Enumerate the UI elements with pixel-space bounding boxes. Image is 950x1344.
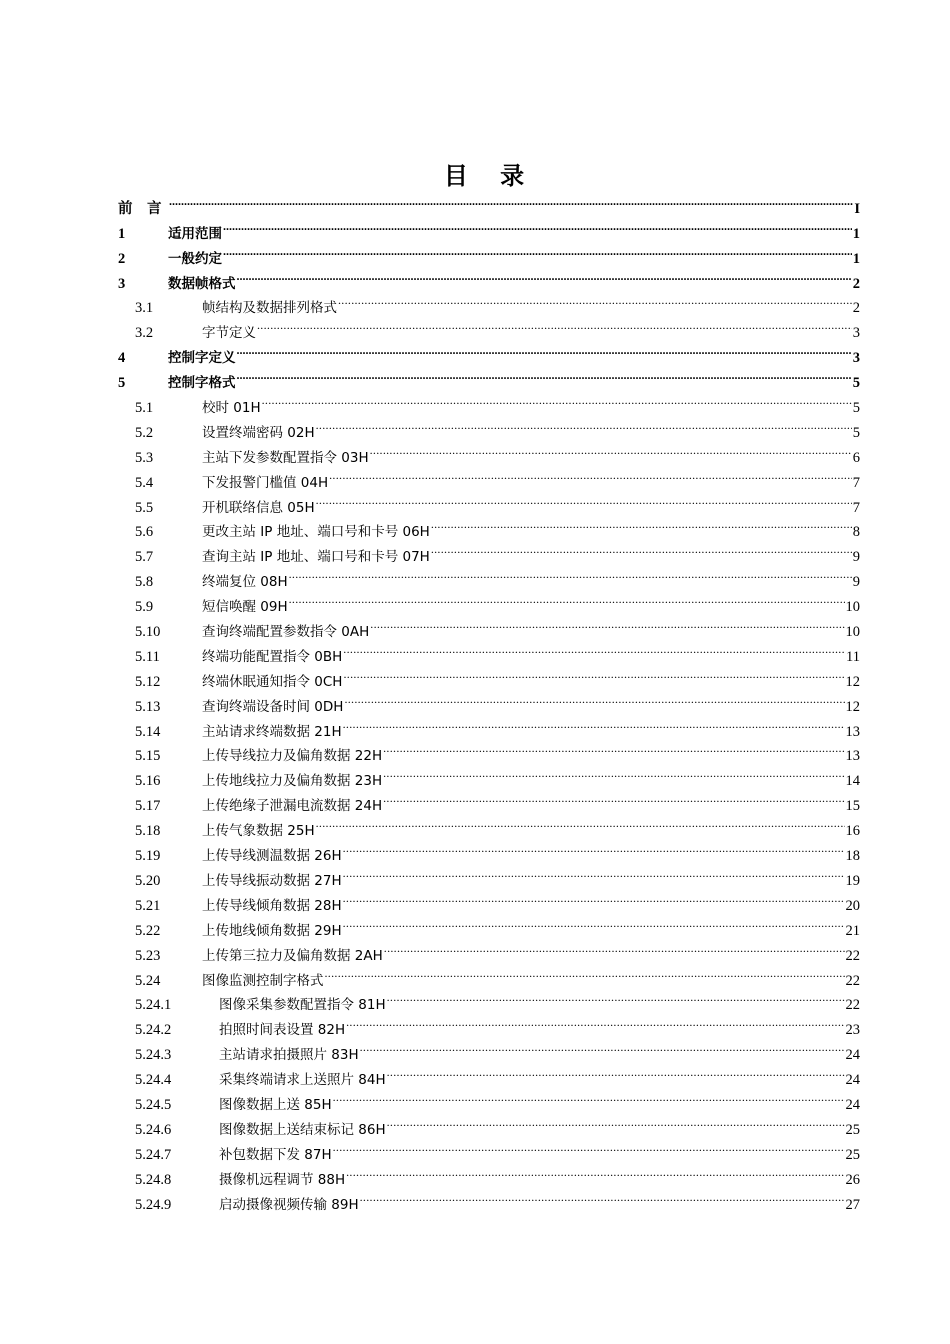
toc-entry-number: 5.9 [135,599,154,616]
toc-entry[interactable] [118,586,860,616]
toc-entry[interactable] [118,1084,860,1113]
toc-entry-number: 5.24.6 [135,1121,172,1138]
toc-entry-title: 设置终端密码 02H [202,424,315,441]
toc-entry-number: 5.3 [135,449,154,466]
toc-entry-number: 5.7 [135,549,154,566]
toc-entry-number: 5.23 [135,947,161,964]
toc-entry-page: 19 [845,872,860,889]
toc-entry-page: 26 [845,1171,860,1188]
toc-entry-title: 终端功能配置指令 0BH [202,648,343,665]
toc-entry-title: 短信唤醒 09H [202,599,288,616]
toc-entry-number: 5.24.3 [135,1047,172,1064]
toc-entry-number: 5.13 [135,698,161,715]
toc-entry[interactable] [118,686,860,715]
toc-dot-leader [387,1109,845,1134]
toc-entry-title: 下发报警门槛值 04H [202,474,329,491]
toc-entry-page: 1 [852,250,860,267]
toc-entry-page: 24 [845,1047,860,1064]
toc-entry-number: 5.8 [135,574,154,591]
toc-dot-leader [333,1084,845,1109]
toc-entry-page: 14 [845,773,860,790]
toc-entry[interactable] [118,960,860,989]
toc-entry[interactable] [118,636,860,665]
toc-entry-number: 5.24.4 [135,1072,172,1089]
toc-entry[interactable] [118,611,860,641]
toc-entry-title: 终端复位 08H [202,574,288,591]
toc-entry-title: 上传导线倾角数据 28H [202,897,342,914]
toc-dot-leader [431,512,852,537]
toc-dot-leader [223,238,852,263]
toc-entry-number: 5 [118,375,126,392]
toc-entry-title: 主站下发参数配置指令 03H [202,449,369,466]
toc-entry[interactable] [118,661,860,690]
toc-entry-page: 12 [845,698,860,715]
toc-entry-title: 查询终端配置参数指令 0AH [202,624,370,641]
toc-dot-leader [343,636,845,661]
toc-entry-title: 图像数据上送 85H [219,1096,332,1113]
toc-dot-leader [338,288,852,313]
toc-dot-leader [343,835,845,860]
toc-entry[interactable] [118,462,860,491]
toc-entry-page: 9 [852,574,860,591]
toc-entry-number: 5.12 [135,673,161,690]
toc-entry[interactable] [118,312,860,342]
toc-dot-leader [383,785,844,810]
toc-dot-leader [325,960,845,985]
toc-entry-title: 拍照时间表设置 82H [219,1022,346,1039]
toc-dot-leader [333,1134,845,1159]
toc-entry[interactable] [118,512,860,541]
toc-entry-number: 5.24.5 [135,1096,172,1113]
toc-dot-leader [237,263,852,288]
toc-entry-number: 5.1 [135,400,154,417]
toc-dot-leader [384,935,845,960]
toc-entry-title: 查询主站 IP 地址、端口号和卡号 07H [202,549,430,566]
toc-entry-title: 校时 01H [202,400,261,417]
toc-entry-page: 5 [852,400,860,417]
toc-dot-leader [346,1009,844,1034]
toc-entry-number: 4 [118,350,126,367]
toc-dot-leader [343,711,845,736]
toc-title: 目 录 [443,162,537,190]
toc-dot-leader [360,1184,845,1209]
toc-entry[interactable] [118,387,860,417]
toc-entry[interactable] [118,1009,860,1039]
toc-entry-number: 2 [118,250,126,267]
toc-entry-page: 12 [845,673,860,690]
toc-entry[interactable] [118,736,860,765]
toc-entry-page: 21 [845,922,860,939]
toc-entry-number: 5.24.2 [135,1022,172,1039]
toc-entry-page: 9 [852,549,860,566]
toc-entry-title: 上传地线倾角数据 29H [202,922,342,939]
toc-entry-page: 27 [845,1196,860,1213]
toc-dot-leader [237,337,852,362]
toc-entry-number: 5.4 [135,474,154,491]
toc-dot-leader [431,536,852,561]
toc-entry[interactable] [118,213,860,242]
toc-entry-number: 5.6 [135,524,154,541]
toc-entry[interactable] [118,188,860,217]
toc-entry-page: 25 [845,1121,860,1138]
toc-entry-number: 1 [118,225,126,242]
toc-entry[interactable] [118,810,860,840]
toc-entry-number: 5.17 [135,798,161,815]
toc-entry[interactable] [118,1034,860,1064]
toc-entry-title: 图像采集参数配置指令 81H [219,997,386,1014]
toc-entry-title: 上传导线拉力及偏角数据 22H [202,748,383,765]
toc-entry-page: 13 [845,723,860,740]
toc-entry-title: 图像数据上送结束标记 86H [219,1121,386,1138]
toc-entry-number: 5.15 [135,748,161,765]
toc-dot-leader [223,213,852,238]
toc-entry-number: 5.5 [135,499,154,516]
toc-entry-page: 1 [852,225,860,242]
toc-entry[interactable] [118,412,860,441]
toc-dot-leader [257,312,852,337]
toc-entry-title: 启动摄像视频传输 89H [219,1196,359,1213]
toc-entry[interactable] [118,885,860,914]
toc-entry-number: 5.24.8 [135,1171,172,1188]
toc-entry-page: 20 [845,897,860,914]
toc-entry-number: 5.24.7 [135,1146,172,1163]
toc-entry-page: 22 [845,947,860,964]
toc-dot-leader [343,661,844,686]
toc-entry-page: 24 [845,1096,860,1113]
toc-entry-title: 上传绝缘子泄漏电流数据 24H [202,798,383,815]
toc-dot-leader [344,686,844,711]
toc-entry-page: 16 [845,823,860,840]
toc-entry[interactable] [118,288,860,317]
toc-entry[interactable] [118,437,860,466]
toc-dot-leader [316,412,852,437]
toc-entry-title: 适用范围 [168,225,222,242]
toc-entry-number: 5.20 [135,872,161,889]
toc-entry-title: 上传导线振动数据 27H [202,872,342,889]
toc-entry-page: 15 [845,798,860,815]
toc-entry[interactable] [118,238,860,267]
toc-entry-title: 上传气象数据 25H [202,823,315,840]
toc-entry-title: 帧结构及数据排列格式 [202,300,337,317]
toc-dot-leader [329,462,852,487]
toc-entry[interactable] [118,1134,860,1163]
toc-entry-title: 采集终端请求上送照片 84H [219,1072,386,1089]
toc-entry[interactable] [118,835,860,865]
toc-entry[interactable] [118,1159,860,1188]
toc-entry[interactable] [118,536,860,566]
toc-entry-page: 11 [846,648,860,665]
toc-dot-leader [360,1034,845,1059]
toc-dot-leader [346,1159,844,1184]
toc-entry-title: 终端休眠通知指令 0CH [202,673,343,690]
toc-dot-leader [237,362,852,387]
toc-dot-leader [316,487,852,512]
toc-entry-page: 2 [852,300,860,317]
toc-entry[interactable] [118,1184,860,1213]
toc-entry[interactable] [118,935,860,964]
toc-entry-page: 7 [852,474,860,491]
toc-entry[interactable] [118,263,860,292]
toc-entry-page: 5 [852,424,860,441]
toc-entry-page: 3 [852,325,860,342]
toc-entry-title: 摄像机远程调节 88H [219,1171,346,1188]
toc-entry[interactable] [118,1109,860,1138]
toc-entry-page: 2 [852,275,860,292]
toc-entry[interactable] [118,985,860,1014]
toc-entry-number: 5.14 [135,723,161,740]
toc-entry-title: 控制字定义 [168,350,236,367]
toc-entry-number: 5.10 [135,624,161,641]
toc-entry-title: 补包数据下发 87H [219,1146,332,1163]
toc-entry-number: 3.1 [135,300,154,317]
toc-entry-page: 10 [845,624,860,641]
toc-entry-number: 5.24 [135,972,161,989]
toc-entry-page: 24 [845,1072,860,1089]
toc-entry-number: 5.24.1 [135,997,172,1014]
toc-entry-page: 6 [852,449,860,466]
toc-dot-leader [343,860,845,885]
toc-entry[interactable] [118,487,860,516]
toc-entry[interactable] [118,760,860,790]
toc-entry-page: 18 [845,848,860,865]
toc-entry-title: 主站请求终端数据 21H [202,723,342,740]
toc-dot-leader [289,586,845,611]
toc-entry[interactable] [118,362,860,392]
toc-entry[interactable] [118,1059,860,1089]
toc-entry-number: 5.21 [135,897,161,914]
toc-entry-page: 5 [852,375,860,392]
toc-entry-page: 7 [852,499,860,516]
toc-entry-title: 更改主站 IP 地址、端口号和卡号 06H [202,524,430,541]
toc-dot-leader [343,885,845,910]
toc-entry[interactable] [118,785,860,815]
table-of-contents [118,188,860,1213]
toc-entry-number: 3.2 [135,325,154,342]
toc-entry[interactable] [118,860,860,889]
toc-entry[interactable] [118,561,860,591]
toc-dot-leader [370,437,852,462]
toc-entry-number: 5.11 [135,648,160,665]
toc-dot-leader [262,387,852,412]
toc-entry-number: 5.24.9 [135,1196,172,1213]
toc-entry-number: 5.18 [135,823,161,840]
toc-dot-leader [316,810,845,835]
toc-dot-leader [370,611,844,636]
toc-entry-title: 字节定义 [202,325,256,342]
toc-entry-title: 一般约定 [168,250,222,267]
toc-dot-leader [169,188,853,213]
toc-entry-page: 25 [845,1146,860,1163]
toc-entry-title: 上传导线测温数据 26H [202,848,342,865]
toc-entry-page: 3 [852,350,860,367]
toc-entry-page: I [854,200,860,217]
toc-entry-page: 8 [852,524,860,541]
toc-entry-title: 上传第三拉力及偏角数据 2AH [202,947,383,964]
toc-entry-number: 3 [118,275,126,292]
toc-dot-leader [289,561,852,586]
toc-entry-page: 23 [845,1022,860,1039]
toc-entry-number: 5.19 [135,848,161,865]
toc-dot-leader [343,910,845,935]
toc-entry-number: 5.16 [135,773,161,790]
toc-entry-page: 22 [845,972,860,989]
toc-entry[interactable] [118,711,860,740]
toc-dot-leader [387,985,845,1010]
toc-entry[interactable] [118,910,860,939]
toc-entry-page: 10 [845,599,860,616]
toc-entry-number: 5.2 [135,424,154,441]
toc-entry-page: 13 [845,748,860,765]
toc-entry-title: 开机联络信息 05H [202,499,315,516]
toc-entry-title: 查询终端设备时间 0DH [202,698,344,715]
toc-entry-title: 控制字格式 [168,375,236,392]
toc-entry-title: 图像监测控制字格式 [202,972,324,989]
toc-entry-title: 上传地线拉力及偏角数据 23H [202,773,383,790]
toc-entry-page: 22 [845,997,860,1014]
toc-entry-title: 数据帧格式 [168,275,236,292]
toc-dot-leader [383,736,844,761]
toc-entry-number: 5.22 [135,922,161,939]
toc-entry-title: 主站请求拍摄照片 83H [219,1047,359,1064]
toc-entry[interactable] [118,337,860,367]
toc-dot-leader [387,1059,845,1084]
toc-dot-leader [383,760,844,785]
toc-entry-number: 前 言 [118,200,162,217]
